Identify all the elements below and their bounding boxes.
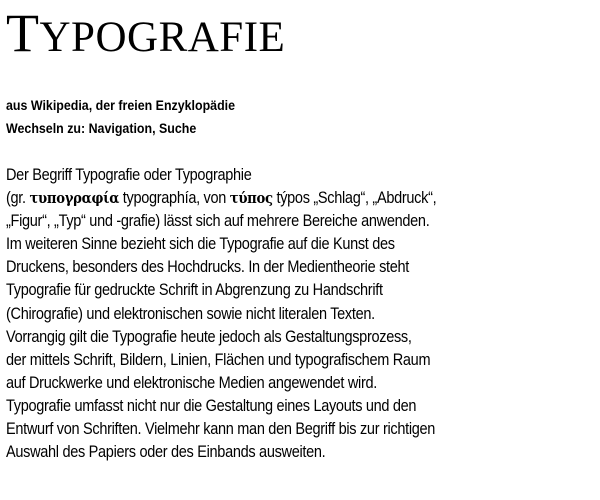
- paragraph-line: Typografie für gedruckte Schrift in Abgrenzung zu Handschrift: [6, 281, 383, 300]
- paragraph-line: „Figur“, „Typ“ und -grafie) lässt sich auf mehrere Bereiche anwenden.: [6, 212, 430, 231]
- page-subtitle: [6, 94, 235, 140]
- page-title: [6, 0, 285, 71]
- paragraph-line: Typografie umfasst nicht nur die Gestaltung eines Layouts und den: [6, 396, 417, 415]
- paragraph-line: (Chirografie) und elektronischen sowie nicht literalen Texten.: [6, 304, 375, 323]
- paragraph-line: Entwurf von Schriften. Vielmehr kann man den Begriff bis zur richtigen: [6, 420, 436, 439]
- paragraph-line: Vorrangig gilt die Typografie heute jedoch als Gestaltungsprozess,: [6, 327, 412, 346]
- paragraph-line: der mittels Schrift, Bildern, Linien, Flächen und typografischem Raum: [6, 350, 431, 369]
- page-title-rest: YPOGRAFIE: [39, 14, 286, 61]
- paragraph-line: Im weiteren Sinne bezieht sich die Typografie auf die Kunst des: [6, 235, 395, 254]
- paragraph-fragment: typographía, von: [119, 189, 230, 208]
- greek-word-typos: τύπος: [229, 189, 273, 208]
- paragraph-line: [6, 187, 569, 210]
- greek-word-typographia: τυπογραφία: [29, 189, 120, 208]
- paragraph-line: auf Druckwerke und elektronische Medien angewendet wird.: [6, 373, 377, 392]
- page-title-initial: T: [6, 3, 40, 63]
- paragraph-fragment: týpos „Schlag“, „Abdruck“,: [272, 189, 437, 208]
- article-paragraph: [6, 164, 569, 464]
- paragraph-line: Auswahl des Papiers oder des Einbands ausweiten.: [6, 443, 326, 462]
- navigation-line: Wechseln zu: Navigation, Suche: [6, 121, 197, 136]
- paragraph-line: Druckens, besonders des Hochdrucks. In der Medientheorie steht: [6, 258, 410, 277]
- paragraph-fragment: (gr.: [6, 189, 30, 208]
- paragraph-line: Der Begriff Typografie oder Typographie: [6, 166, 252, 184]
- source-line: aus Wikipedia, der freien Enzyklopädie: [6, 98, 236, 113]
